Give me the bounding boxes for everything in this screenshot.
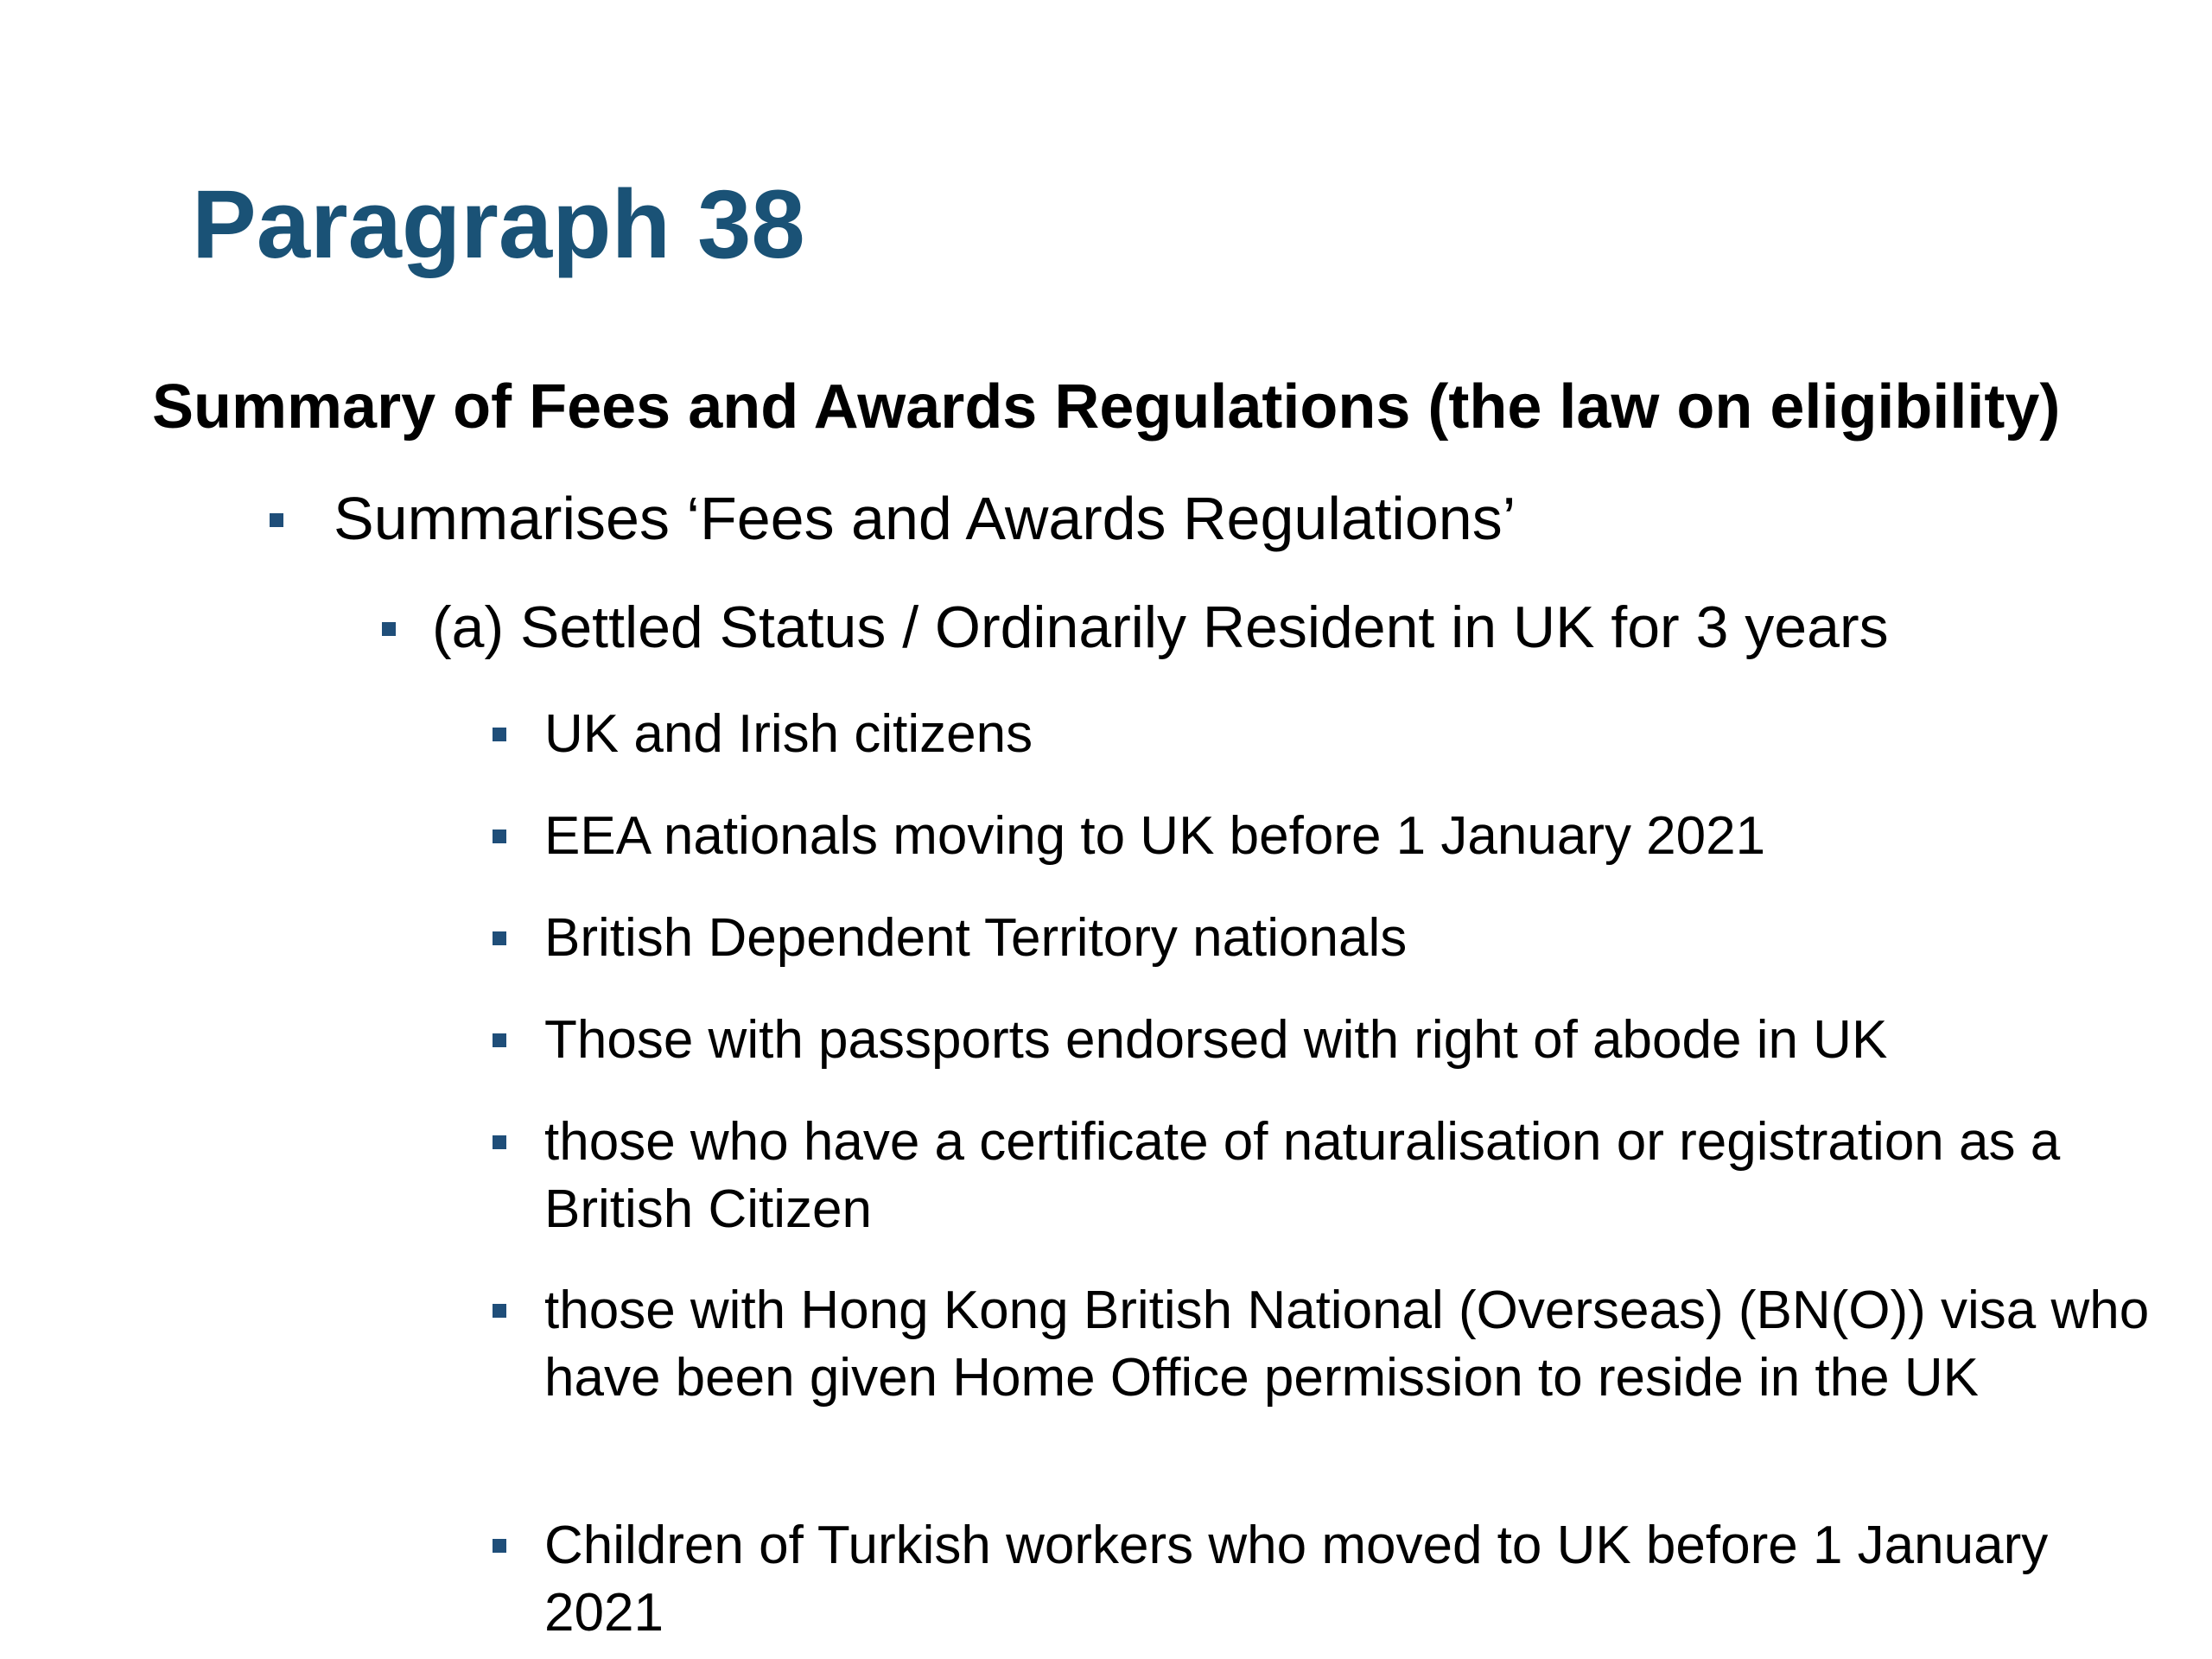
list-item-level3: UK and Irish citizens — [544, 704, 1033, 764]
list-item-level2: (a) Settled Status / Ordinarily Resident in UK for 3 years — [432, 594, 1889, 660]
slide-subtitle: Summary of Fees and Awards Regulations (the law on eligibility) — [152, 372, 2061, 442]
bullet-level2-icon — [382, 622, 396, 636]
list-item-level3: Those with passports endorsed with right of abode in UK — [544, 1010, 1888, 1070]
list-item-level3: Children of Turkish workers who moved to UK before 1 January 2021 — [544, 1516, 2049, 1643]
bullet-level3-icon — [493, 1304, 506, 1318]
bullet-level3-icon — [493, 830, 506, 843]
list-item-level3: EEA nationals moving to UK before 1 January 2021 — [544, 806, 1766, 866]
slide-title: Paragraph 38 — [192, 170, 805, 278]
list-item-level3: those with Hong Kong British National (Overseas) (BN(O)) visa who have been given Home Office permission to reside in the UK — [544, 1281, 2150, 1408]
list-item-level1: Summarises ‘Fees and Awards Regulations’ — [334, 485, 1516, 552]
bullet-level3-icon — [493, 1135, 506, 1149]
bullet-level1-icon — [270, 513, 283, 527]
list-item-level3: British Dependent Territory nationals — [544, 908, 1408, 968]
bullet-level3-icon — [493, 931, 506, 945]
bullet-level3-icon — [493, 1539, 506, 1553]
bullet-level3-icon — [493, 1033, 506, 1047]
bullet-level3-icon — [493, 728, 506, 741]
list-item-level3: those who have a certificate of naturalisation or registration as a British Citizen — [544, 1112, 2061, 1239]
